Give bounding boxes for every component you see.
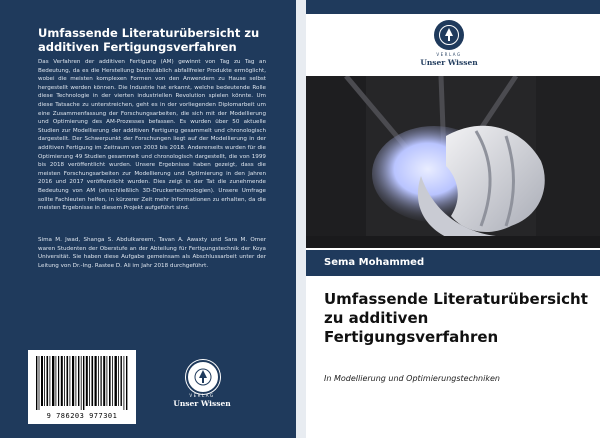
publisher-logo-icon (434, 20, 464, 50)
book-title: Umfassende Literaturübersicht zu additiven Fertigungsverfahren (324, 290, 588, 346)
back-cover (0, 0, 296, 438)
publisher-logo-icon (186, 360, 220, 394)
3d-printer-image (306, 76, 600, 248)
barcode-number: 9 786203 977301 (46, 412, 118, 420)
book-subtitle: In Modellierung und Optimierungstechniken (324, 374, 500, 383)
back-logo-name: Unser Wissen (173, 399, 231, 408)
barcode-icon (34, 356, 130, 410)
front-logo-name: Unser Wissen (420, 58, 478, 67)
author-bar (306, 250, 600, 276)
spine (296, 0, 306, 438)
back-cover-author-bio: Sima M. Jwad, Shanga S. Abdulkareem, Tavan A. Awaxty und Sara M. Omer waren Studenten der Oberstufe an der Abteilung für Fertigungstechnik der Koya Universität. Sie haben diese Aufgabe gemeinsam als Abschlussarbeit unter der Leitung von Dr.-Ing. Rastee D. Ali im Jahr 2018 durchgeführt. (38, 237, 266, 269)
front-cover (306, 0, 600, 438)
author-name: Sema Mohammed (324, 257, 425, 268)
back-cover-abstract: Das Verfahren der additiven Fertigung (AM) gewinnt von Tag zu Tag an Bedeutung, da es die Herstellung buchstäblich abfallfreier Produkte ermöglicht, wobei die meisten komplexen Formen von den Anwendern zu Hause selbst hergestellt werden können. Die Industrie hat erkannt, welche bedeutende Rolle diese Technologie in der vierten industriellen Revolution spielen könnte. Um diese Tatsache zu unterstreichen, geht es in der vorliegenden Diplomarbeit um eine Zusammenfassung der Forschungsarbeiten, die sich mit der Modellierung und Optimierung des AM-Prozesses befassen. Es wurden über 50 aktuelle Studien zur Modellierung der additiven Fertigung gesammelt und chronologisch dargestellt. Der Schwerpunkt der Forschungen liegt auf der Modellierung in der additiven Fertigung im Zeitraum von 2003 bis 2018. Andererseits wurden für die Optimierung 49 Studien gesammelt und chronologisch dargestellt, die von 1999 bis 2018 veröffentlicht wurden. Unsere Ergebnisse haben gezeigt, dass die meisten Forschungsarbeiten zur Modellierung und Optimierung in den Jahren 2016 und 2017 veröffentlicht wurden. Dies zeigt in der Tat die zunehmende Bedeutung von AM (einschließlich 3D-Druckertechnologien). Unsere Umfrage sollte Fachleuten helfen, in kürzerer Zeit mehr Informationen zu erhalten, da die meisten Ergebnisse in diesem Projekt aufgeführt sind. (38, 59, 266, 212)
back-cover-title: Umfassende Literaturübersicht zu additiven Fertigungsverfahren (38, 26, 260, 54)
front-top-bar (306, 0, 600, 14)
front-publisher-logo (306, 14, 600, 74)
back-logo-verlag: VERLAG (189, 393, 215, 398)
barcode (28, 350, 136, 424)
front-logo-verlag: VERLAG (436, 52, 462, 57)
cover-photo-3d-printer (306, 76, 600, 248)
